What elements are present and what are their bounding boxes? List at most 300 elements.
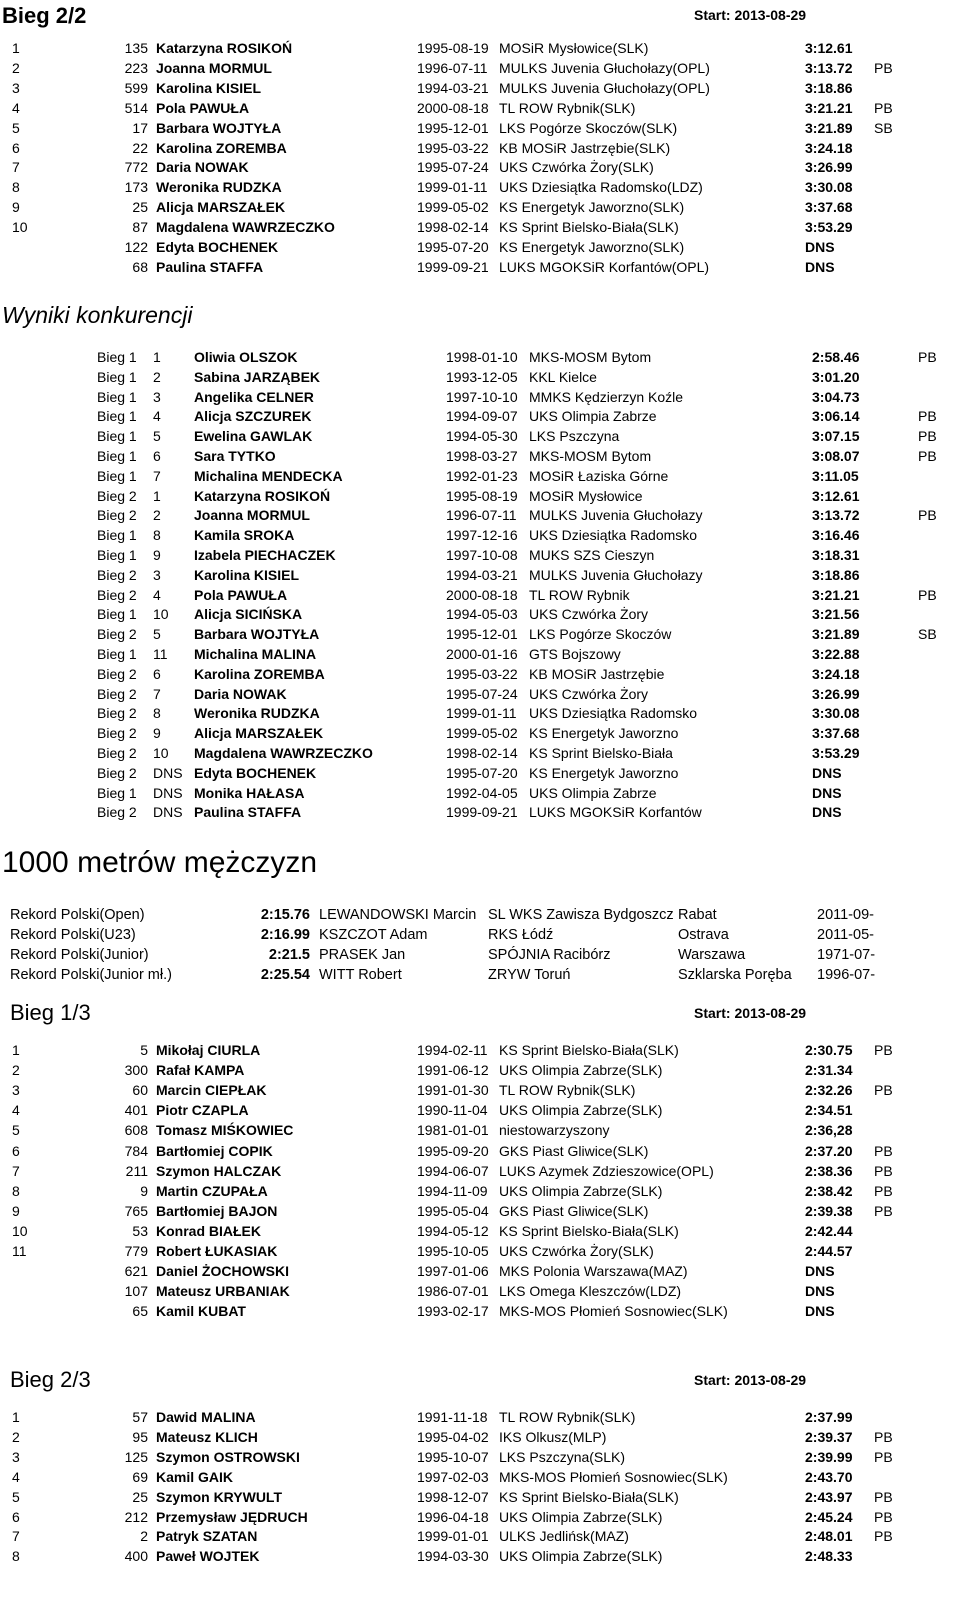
club-name: UKS Czwórka Żory(SLK): [499, 159, 654, 176]
result-row: [0, 239, 960, 259]
club-name: LKS Pogórze Skoczów(SLK): [499, 119, 678, 136]
heat-label: Bieg 1: [97, 547, 137, 563]
heat-label: Bieg 2: [97, 725, 137, 742]
club-name: LUKS Azymek Zdzieszowice(OPL): [499, 1162, 714, 1179]
place-cell: 8: [12, 179, 20, 196]
club-name: LUKS MGOKSiR Korfantów(OPL): [499, 258, 710, 275]
club-name: KS Energetyk Jaworzno(SLK): [499, 239, 685, 255]
heat-position: DNS: [153, 784, 183, 801]
club-name: UKS Czwórka Żory: [529, 606, 649, 623]
record-note: PB: [874, 1428, 893, 1445]
club-name: MKS Polonia Warszawa(MAZ): [499, 1263, 688, 1280]
athlete-name: Alicja SZCZUREK: [194, 408, 312, 425]
birth-date: 1997-12-16: [446, 527, 518, 544]
result-time: 3:16.46: [812, 527, 860, 544]
overall-row: [0, 468, 960, 488]
club-name: MKS-MOS Płomień Sosnowiec(SLK): [499, 1303, 728, 1320]
birth-date: 1995-10-05: [417, 1243, 489, 1259]
result-time: 2:42.44: [805, 1222, 853, 1239]
record-date: 2011-05-: [817, 926, 874, 943]
heat-position: 6: [153, 448, 161, 464]
record-time: 2:15.76: [260, 907, 310, 923]
birth-date: 1994-05-12: [417, 1222, 489, 1239]
result-time: DNS: [812, 804, 842, 821]
heat-label: Bieg 1: [97, 408, 137, 425]
club-name: MOSiR Łaziska Górne: [529, 467, 669, 484]
record-note: PB: [874, 1142, 893, 1159]
club-name: MKS-MOSM Bytom: [529, 448, 652, 464]
athlete-name: Szymon OSTROWSKI: [156, 1448, 300, 1465]
place-cell: 5: [12, 1122, 20, 1139]
club-name: MUKS SZS Cieszyn: [529, 547, 655, 563]
result-time: 3:21.21: [805, 99, 853, 116]
place-cell: 10: [12, 219, 28, 236]
athlete-name: Pola PAWUŁA: [194, 586, 288, 603]
birth-date: 1992-01-23: [446, 467, 518, 484]
record-holder: KSZCZOT Adam: [319, 926, 428, 943]
bib-cell: 9: [140, 1182, 148, 1199]
club-name: MMKS Kędzierzyn Koźle: [529, 388, 684, 405]
result-time: 2:58.46: [812, 349, 860, 365]
bib-cell: 779: [124, 1243, 148, 1259]
result-time: 3:37.68: [805, 199, 853, 216]
club-name: UKS Dziesiątka Radomsko(LDZ): [499, 179, 703, 196]
place-cell: 3: [12, 79, 20, 96]
record-time: 2:16.99: [260, 926, 310, 943]
birth-date: 1996-04-18: [417, 1508, 489, 1525]
heat-position: DNS: [153, 764, 183, 781]
result-time: 3:08.07: [812, 448, 860, 464]
result-row: [0, 219, 960, 239]
place-cell: 6: [12, 139, 20, 156]
heat-label: Bieg 1: [97, 388, 137, 405]
athlete-name: Bartłomiej COPIK: [156, 1142, 273, 1159]
athlete-name: Alicja SICIŃSKA: [194, 606, 303, 623]
athlete-name: Oliwia OLSZOK: [194, 349, 298, 365]
birth-date: 1998-01-10: [446, 349, 518, 365]
place-cell: 6: [12, 1142, 20, 1159]
result-time: 2:43.70: [805, 1468, 853, 1485]
heat-start-date: Start: 2013-08-29: [694, 1005, 807, 1021]
birth-date: 1995-07-20: [446, 764, 518, 781]
club-name: TL ROW Rybnik(SLK): [499, 1409, 636, 1425]
athlete-name: Izabela PIECHACZEK: [194, 547, 336, 563]
heat-position: 3: [153, 566, 161, 583]
club-name: KS Sprint Bielsko-Biała(SLK): [499, 1222, 679, 1239]
overall-row: [0, 785, 960, 805]
result-row: [0, 179, 960, 199]
result-row: [0, 1243, 960, 1263]
result-time: 2:34.51: [805, 1102, 853, 1119]
overall-row: [0, 567, 960, 587]
record-note: PB: [918, 507, 937, 524]
place-cell: 1: [12, 1042, 20, 1058]
result-row: [0, 1062, 960, 1082]
heat-position: 4: [153, 408, 161, 425]
result-time: 3:21.89: [812, 626, 860, 643]
athlete-name: Katarzyna ROSIKOŃ: [156, 40, 293, 56]
heat-position: 4: [153, 586, 161, 603]
club-name: IKS Olkusz(MLP): [499, 1428, 607, 1445]
bib-cell: 223: [124, 59, 148, 76]
record-city: Ostrava: [678, 926, 729, 943]
heat-title: Bieg 2/3: [10, 1367, 91, 1392]
record-club: SL WKS Zawisza Bydgoszcz: [488, 907, 674, 923]
club-name: LUKS MGOKSiR Korfantów: [529, 804, 702, 821]
result-time: 2:39.38: [805, 1202, 853, 1219]
birth-date: 1999-05-02: [417, 199, 489, 216]
overall-row: [0, 587, 960, 607]
result-time: 3:53.29: [805, 219, 853, 236]
club-name: KS Sprint Bielsko-Biała(SLK): [499, 219, 679, 236]
result-time: 3:18.86: [805, 79, 853, 96]
overall-row: [0, 765, 960, 785]
record-note: PB: [874, 59, 893, 76]
result-time: 2:39.99: [805, 1448, 853, 1465]
result-time: 2:37.99: [805, 1409, 853, 1425]
club-name: MOSiR Mysłowice: [529, 487, 643, 504]
result-row: [0, 1469, 960, 1489]
heat-label: Bieg 1: [97, 606, 137, 623]
athlete-name: Joanna MORMUL: [194, 507, 310, 524]
overall-row: [0, 507, 960, 527]
athlete-name: Daria NOWAK: [156, 159, 249, 176]
result-time: DNS: [812, 784, 842, 801]
birth-date: 1996-07-11: [446, 507, 517, 524]
result-row: [0, 1509, 960, 1529]
athlete-name: Robert ŁUKASIAK: [156, 1243, 278, 1259]
athlete-name: Kamil GAIK: [156, 1468, 234, 1485]
overall-row: [0, 408, 960, 428]
birth-date: 1994-06-07: [417, 1162, 489, 1179]
club-name: KB MOSiR Jastrzębie: [529, 665, 665, 682]
place-cell: 7: [12, 1162, 20, 1179]
athlete-name: Rafał KAMPA: [156, 1062, 245, 1079]
heat-title: Bieg 2/2: [2, 3, 87, 28]
birth-date: 1999-01-11: [417, 179, 488, 196]
birth-date: 1998-03-27: [446, 448, 518, 464]
heat-position: 5: [153, 428, 161, 445]
club-name: KS Sprint Bielsko-Biała(SLK): [499, 1488, 679, 1505]
result-row: [0, 1102, 960, 1122]
record-city: Warszawa: [678, 946, 746, 963]
result-time: 3:11.05: [812, 467, 859, 484]
heat-label: Bieg 2: [97, 566, 137, 583]
heat-label: Bieg 1: [97, 448, 137, 464]
overall-row: [0, 606, 960, 626]
overall-row: [0, 646, 960, 666]
place-cell: 9: [12, 199, 20, 216]
athlete-name: Martin CZUPAŁA: [156, 1182, 268, 1199]
athlete-name: Magdalena WAWRZECZKO: [194, 745, 373, 761]
club-name: GTS Bojszowy: [529, 646, 621, 662]
club-name: MULKS Juvenia Głuchołazy: [529, 566, 703, 583]
overall-row: [0, 448, 960, 468]
result-time: 3:37.68: [812, 725, 860, 742]
athlete-name: Weronika RUDZKA: [194, 705, 320, 722]
birth-date: 1996-07-11: [417, 59, 488, 76]
bib-cell: 68: [132, 258, 148, 275]
place-cell: 4: [12, 1468, 20, 1485]
record-date: 1996-07-: [817, 966, 876, 983]
heat-label: Bieg 1: [97, 527, 137, 544]
bib-cell: 765: [124, 1202, 148, 1219]
result-row: [0, 1143, 960, 1163]
record-time: 2:21.5: [268, 946, 310, 963]
athlete-name: Barbara WOJTYŁA: [156, 119, 282, 136]
record-note: PB: [918, 349, 937, 365]
record-holder: PRASEK Jan: [319, 946, 406, 963]
bib-cell: 107: [124, 1283, 148, 1300]
result-row: [0, 1548, 960, 1568]
athlete-name: Magdalena WAWRZECZKO: [156, 219, 335, 236]
result-row: [0, 1449, 960, 1469]
place-cell: 2: [12, 59, 20, 76]
bib-cell: 514: [124, 99, 148, 116]
heat-start-date: Start: 2013-08-29: [694, 7, 807, 23]
place-cell: 8: [12, 1548, 20, 1565]
heat-position: 10: [153, 606, 169, 623]
club-name: UKS Olimpia Zabrze(SLK): [499, 1102, 663, 1119]
club-name: MULKS Juvenia Głuchołazy(OPL): [499, 59, 710, 76]
result-row: [0, 1163, 960, 1183]
result-row: [0, 1122, 960, 1142]
record-note: PB: [874, 99, 893, 116]
club-name: TL ROW Rybnik(SLK): [499, 99, 636, 116]
birth-date: 1999-09-21: [446, 804, 518, 821]
athlete-name: Joanna MORMUL: [156, 59, 272, 76]
record-note: SB: [918, 626, 937, 643]
result-time: 3:53.29: [812, 745, 860, 761]
overall-row: [0, 626, 960, 646]
result-time: 2:48.33: [805, 1548, 853, 1565]
birth-date: 1999-01-11: [446, 705, 517, 722]
birth-date: 1993-12-05: [446, 368, 518, 385]
result-row: [0, 1409, 960, 1429]
result-row: [0, 1203, 960, 1223]
athlete-name: Mateusz KLICH: [156, 1428, 258, 1445]
bib-cell: 17: [132, 119, 148, 136]
club-name: MULKS Juvenia Głuchołazy: [529, 507, 703, 524]
record-row: [0, 947, 960, 967]
bib-cell: 211: [125, 1162, 148, 1179]
athlete-name: Mateusz URBANIAK: [156, 1283, 290, 1300]
record-note: PB: [874, 1182, 893, 1199]
club-name: ULKS Jedlińsk(MAZ): [499, 1528, 629, 1545]
heat-start-date: Start: 2013-08-29: [694, 1372, 807, 1388]
result-time: DNS: [805, 1263, 835, 1280]
bib-cell: 25: [132, 199, 148, 216]
birth-date: 1995-07-20: [417, 239, 489, 255]
athlete-name: Paulina STAFFA: [194, 804, 302, 821]
overall-row: [0, 488, 960, 508]
heat-position: 8: [153, 705, 161, 722]
club-name: MKS-MOSM Bytom: [529, 349, 652, 365]
heat-label: Bieg 2: [97, 745, 137, 761]
result-time: 2:37.20: [805, 1142, 853, 1159]
record-note: PB: [874, 1202, 893, 1219]
heat-label: Bieg 2: [97, 507, 137, 524]
athlete-name: Bartłomiej BAJON: [156, 1202, 278, 1219]
club-name: UKS Dziesiątka Radomsko: [529, 527, 698, 544]
result-row: [0, 1429, 960, 1449]
heat-label: Bieg 2: [97, 764, 137, 781]
result-row: [0, 199, 960, 219]
result-time: 3:26.99: [812, 685, 860, 702]
club-name: UKS Olimpia Zabrze(SLK): [499, 1508, 663, 1525]
heat-position: DNS: [153, 804, 183, 821]
athlete-name: Katarzyna ROSIKOŃ: [194, 487, 331, 504]
result-row: [0, 1283, 960, 1303]
bib-cell: 212: [124, 1508, 148, 1525]
result-row: [0, 259, 960, 279]
club-name: MOSiR Mysłowice(SLK): [499, 40, 649, 56]
result-row: [0, 1042, 960, 1062]
heat-label: Bieg 1: [97, 368, 137, 385]
heat-label: Bieg 2: [97, 804, 137, 821]
result-row: [0, 1263, 960, 1283]
overall-row: [0, 389, 960, 409]
overall-row: [0, 686, 960, 706]
record-label: Rekord Polski(Junior mł.): [10, 966, 172, 983]
result-time: 3:04.73: [812, 388, 860, 405]
place-cell: 5: [12, 119, 20, 136]
birth-date: 1994-03-30: [417, 1548, 489, 1565]
record-label: Rekord Polski(Open): [10, 907, 145, 923]
result-row: [0, 1489, 960, 1509]
birth-date: 1998-02-14: [417, 219, 489, 236]
athlete-name: Tomasz MIŚKOWIEC: [156, 1122, 294, 1139]
result-time: 3:07.15: [812, 428, 860, 445]
result-time: 3:24.18: [812, 665, 860, 682]
place-cell: 10: [12, 1222, 28, 1239]
place-cell: 11: [12, 1243, 27, 1259]
bib-cell: 25: [132, 1488, 148, 1505]
birth-date: 1998-02-14: [446, 745, 518, 761]
overall-row: [0, 428, 960, 448]
result-time: DNS: [805, 258, 835, 275]
birth-date: 1992-04-05: [446, 784, 518, 801]
result-time: DNS: [812, 764, 842, 781]
place-cell: 2: [12, 1428, 20, 1445]
bib-cell: 401: [124, 1102, 148, 1119]
heat-position: 1: [153, 349, 161, 365]
athlete-name: Angelika CELNER: [194, 388, 314, 405]
club-name: LKS Pszczyna: [529, 428, 620, 445]
athlete-name: Karolina KISIEL: [194, 566, 300, 583]
result-time: 3:18.31: [812, 547, 860, 563]
result-time: 2:43.97: [805, 1488, 853, 1505]
birth-date: 1995-08-19: [417, 40, 489, 56]
birth-date: 1994-05-03: [446, 606, 518, 623]
result-time: 2:32.26: [805, 1082, 853, 1099]
record-date: 2011-09-: [817, 907, 874, 923]
result-time: 3:12.61: [812, 487, 860, 504]
record-note: PB: [874, 1042, 893, 1058]
birth-date: 1995-09-20: [417, 1142, 489, 1159]
athlete-name: Szymon KRYWULT: [156, 1488, 282, 1505]
bib-cell: 65: [132, 1303, 148, 1320]
athlete-name: Sara TYTKO: [194, 448, 276, 464]
result-time: 3:24.18: [805, 139, 853, 156]
heat-position: 2: [153, 507, 161, 524]
athlete-name: Kamila SROKA: [194, 527, 295, 544]
record-label: Rekord Polski(Junior): [10, 946, 149, 963]
result-row: [0, 80, 960, 100]
bib-cell: 125: [124, 1448, 148, 1465]
birth-date: 2000-08-18: [417, 99, 489, 116]
club-name: UKS Olimpia Zabrze: [529, 408, 657, 425]
club-name: LKS Pszczyna(SLK): [499, 1448, 626, 1465]
place-cell: 2: [12, 1062, 20, 1079]
record-note: PB: [874, 1162, 893, 1179]
record-row: [0, 967, 960, 987]
heat-position: 8: [153, 527, 161, 544]
heat-label: Bieg 1: [97, 349, 137, 365]
birth-date: 1994-02-11: [417, 1042, 488, 1058]
bib-cell: 300: [124, 1062, 148, 1079]
birth-date: 1995-08-19: [446, 487, 518, 504]
athlete-name: Szymon HALCZAK: [156, 1162, 282, 1179]
result-time: 3:13.72: [812, 507, 860, 524]
club-name: UKS Olimpia Zabrze(SLK): [499, 1062, 663, 1079]
result-time: 2:38.36: [805, 1162, 853, 1179]
result-row: [0, 1528, 960, 1548]
event-title: 1000 metrów mężczyzn: [2, 846, 318, 879]
bib-cell: 173: [124, 179, 148, 196]
record-label: Rekord Polski(U23): [10, 926, 136, 943]
record-club: RKS Łódź: [488, 926, 554, 943]
bib-cell: 135: [124, 40, 148, 56]
club-name: KS Energetyk Jaworzno: [529, 725, 679, 742]
club-name: GKS Piast Gliwice(SLK): [499, 1142, 649, 1159]
place-cell: 7: [12, 1528, 20, 1545]
club-name: TL ROW Rybnik(SLK): [499, 1082, 636, 1099]
bib-cell: 400: [124, 1548, 148, 1565]
place-cell: 3: [12, 1448, 20, 1465]
result-time: 3:21.89: [805, 119, 853, 136]
athlete-name: Pola PAWUŁA: [156, 99, 250, 116]
record-note: PB: [918, 586, 937, 603]
birth-date: 1994-05-30: [446, 428, 518, 445]
athlete-name: Weronika RUDZKA: [156, 179, 282, 196]
bib-cell: 5: [140, 1042, 148, 1058]
birth-date: 2000-01-16: [446, 646, 518, 662]
athlete-name: Konrad BIAŁEK: [156, 1222, 261, 1239]
result-time: 2:36,28: [805, 1122, 853, 1139]
result-time: 3:18.86: [812, 566, 860, 583]
birth-date: 1995-12-01: [446, 626, 518, 643]
athlete-name: Sabina JARZĄBEK: [194, 368, 321, 385]
bib-cell: 608: [124, 1122, 148, 1139]
athlete-name: Michalina MENDECKA: [194, 467, 343, 484]
club-name: KS Sprint Bielsko-Biała: [529, 745, 673, 761]
athlete-name: Monika HAŁASA: [194, 784, 305, 801]
record-note: PB: [874, 1448, 893, 1465]
place-cell: 7: [12, 159, 20, 176]
overall-row: [0, 349, 960, 369]
result-time: 3:30.08: [812, 705, 860, 722]
bib-cell: 57: [132, 1409, 148, 1425]
bib-cell: 599: [124, 79, 148, 96]
club-name: UKS Czwórka Żory(SLK): [499, 1243, 654, 1259]
bib-cell: 53: [132, 1222, 148, 1239]
result-time: 3:21.56: [812, 606, 860, 623]
heat-position: 7: [153, 467, 161, 484]
record-holder: WITT Robert: [319, 966, 402, 983]
result-time: 3:21.21: [812, 586, 860, 603]
heat-label: Bieg 1: [97, 784, 137, 801]
